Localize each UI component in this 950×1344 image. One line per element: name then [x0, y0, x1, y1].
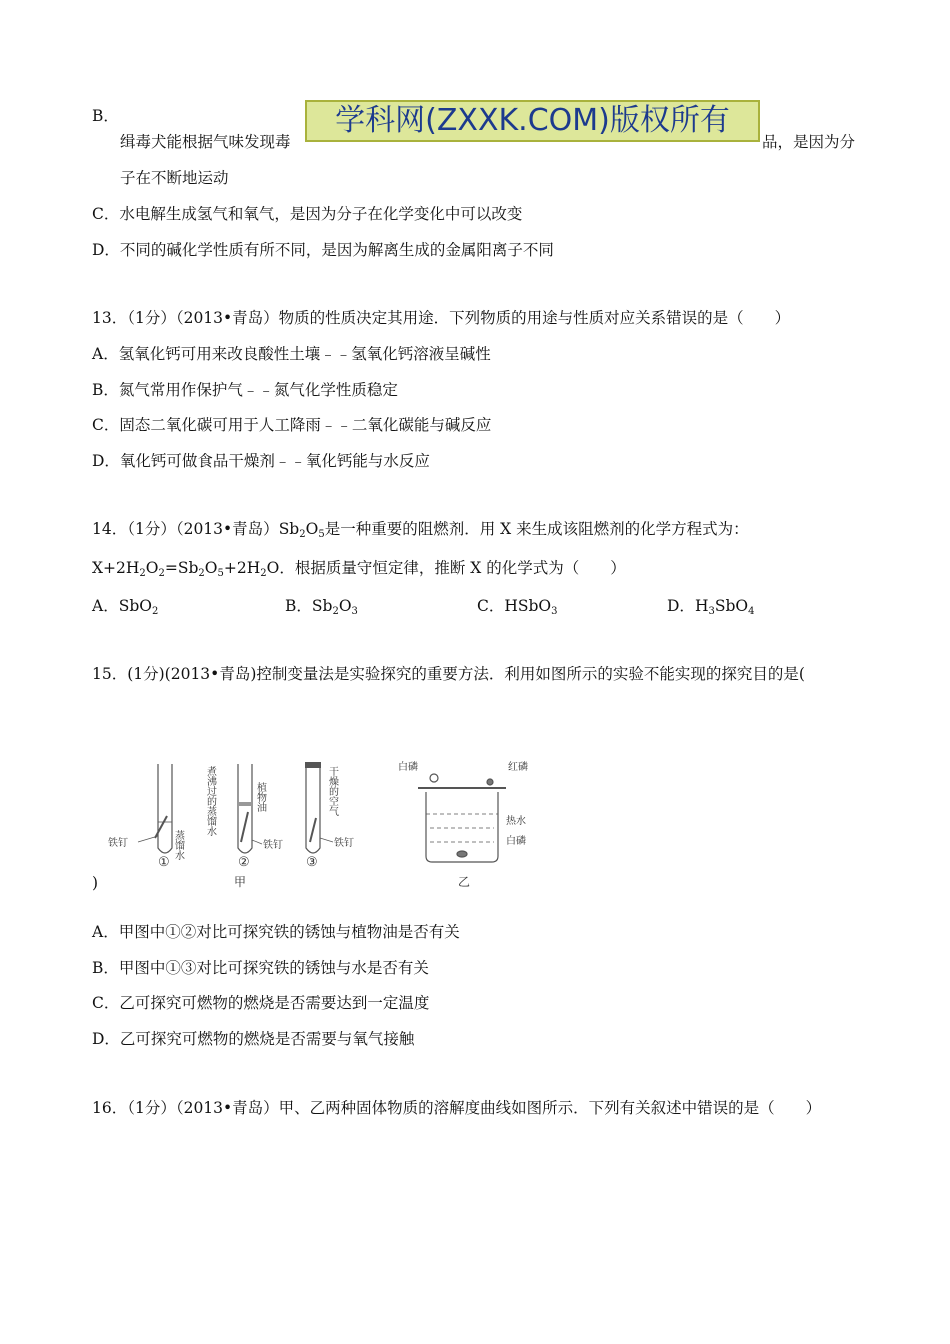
- q15-stem-close: ): [92, 874, 99, 892]
- q13-option-a: A．氢氧化钙可用来改良酸性土壤﹣﹣氢氧化钙溶液呈碱性: [92, 345, 491, 363]
- test-tube-2: [238, 764, 252, 853]
- q14-line2-suffix: ．根据质量守恒定律，推断 X 的化学式为（ ）: [279, 559, 626, 577]
- q14-option-a-formula: SbO$_2$: [118, 597, 159, 617]
- q12-option-d: D．不同的碱化学性质有所不同，是因为解离生成的金属阳离子不同: [92, 241, 554, 259]
- q13-option-b: B．氮气常用作保护气﹣﹣氮气化学性质稳定: [92, 381, 398, 399]
- fig-label-nail-2: 铁钉: [263, 840, 283, 851]
- q12-option-b-label: B．: [92, 107, 119, 125]
- q15-figure: [100, 752, 570, 892]
- q15-option-a: A．甲图中①②对比可探究铁的锈蚀与植物油是否有关: [92, 923, 460, 941]
- fig-label-boiled-water: 煮沸过的蒸馏水: [204, 766, 216, 836]
- q14-option-c-formula: HSbO$_3$: [504, 597, 558, 617]
- q12-option-b-line1-left: 缉毒犬能根据气味发现毒: [120, 133, 291, 151]
- fig-caption-jia: 甲: [234, 875, 247, 889]
- q14-stem: [92, 517, 749, 540]
- q14-option-b-label: B．: [285, 597, 312, 615]
- fig-label-white-p-bottom: 白磷: [506, 836, 526, 847]
- q14-option-b-formula: $Sb_2O_3$: [311, 597, 358, 617]
- watermark-banner: 学科网(ZXXK.COM)版权所有: [305, 100, 760, 142]
- fig-label-white-p-top: 白磷: [398, 762, 418, 773]
- q14-option-c: [477, 594, 558, 617]
- fig-label-n2: ②: [238, 855, 250, 870]
- fig-label-nail-1: 铁钉: [108, 838, 128, 849]
- q16-stem: 16．（1分）（2013•青岛）甲、乙两种固体物质的溶解度曲线如图所示．下列有关叙述中错误的是（ ）: [92, 1099, 822, 1117]
- fig-label-n3: ③: [306, 855, 318, 870]
- q14-formula-sb2o5: $Sb_2O_5$: [278, 520, 325, 540]
- fig-label-nail-3: 铁钉: [334, 838, 354, 849]
- q15-option-c: C．乙可探究可燃物的燃烧是否需要达到一定温度: [92, 994, 430, 1012]
- q14-stem-prefix: 14．（1分）（2013•青岛）: [92, 520, 279, 538]
- fig-label-dry-air: 干燥的空气: [326, 766, 338, 816]
- fig-label-n1: ①: [158, 855, 170, 870]
- q14-option-c-label: C．: [477, 597, 505, 615]
- test-tube-1: [158, 764, 172, 853]
- q15-option-b: B．甲图中①③对比可探究铁的锈蚀与水是否有关: [92, 959, 429, 977]
- q12-option-b-line1-right: 品，是因为分: [762, 133, 856, 151]
- q14-option-b: [285, 594, 358, 617]
- q14-option-d: [667, 594, 754, 617]
- fig-label-water: 蒸馏水: [172, 830, 184, 860]
- q15-stem: 15．(1分)(2013•青岛)控制变量法是实验探究的重要方法．利用如图所示的实验不能实现的探究目的是(: [92, 665, 805, 683]
- q12-option-c: C．水电解生成氢气和氧气，是因为分子在化学变化中可以改变: [92, 205, 523, 223]
- q14-option-a: [92, 594, 158, 617]
- q14-equation-line: [92, 556, 626, 579]
- q14-option-d-label: D．: [667, 597, 695, 615]
- q12-option-b-line2: 子在不断地运动: [120, 169, 229, 187]
- fig-label-hot-water: 热水: [506, 816, 526, 827]
- fig-label-oil: 植物油: [254, 782, 266, 812]
- q13-stem: 13．（1分）（2013•青岛）物质的性质决定其用途．下列物质的用途与性质对应关系错误的是（ ）: [92, 309, 791, 327]
- q14-option-d-formula: $H_3SbO_4$: [694, 597, 755, 617]
- q13-option-d: D．氧化钙可做食品干燥剂﹣﹣氧化钙能与水反应: [92, 452, 430, 470]
- fig-label-red-p: 红磷: [508, 762, 528, 773]
- q14-stem-suffix: 是一种重要的阻燃剂．用 X 来生成该阻燃剂的化学方程式为：: [324, 520, 749, 538]
- q15-option-d: D．乙可探究可燃物的燃烧是否需要与氧气接触: [92, 1030, 415, 1048]
- q14-option-a-label: A．: [92, 597, 119, 615]
- fig-caption-yi: 乙: [458, 875, 471, 889]
- q13-option-c: C．固态二氧化碳可用于人工降雨﹣﹣二氧化碳能与碱反应: [92, 416, 492, 434]
- q14-equation: $X+2H_2O_2=Sb_2O_5+2H_2O$: [92, 559, 280, 579]
- test-tube-3: [306, 766, 320, 853]
